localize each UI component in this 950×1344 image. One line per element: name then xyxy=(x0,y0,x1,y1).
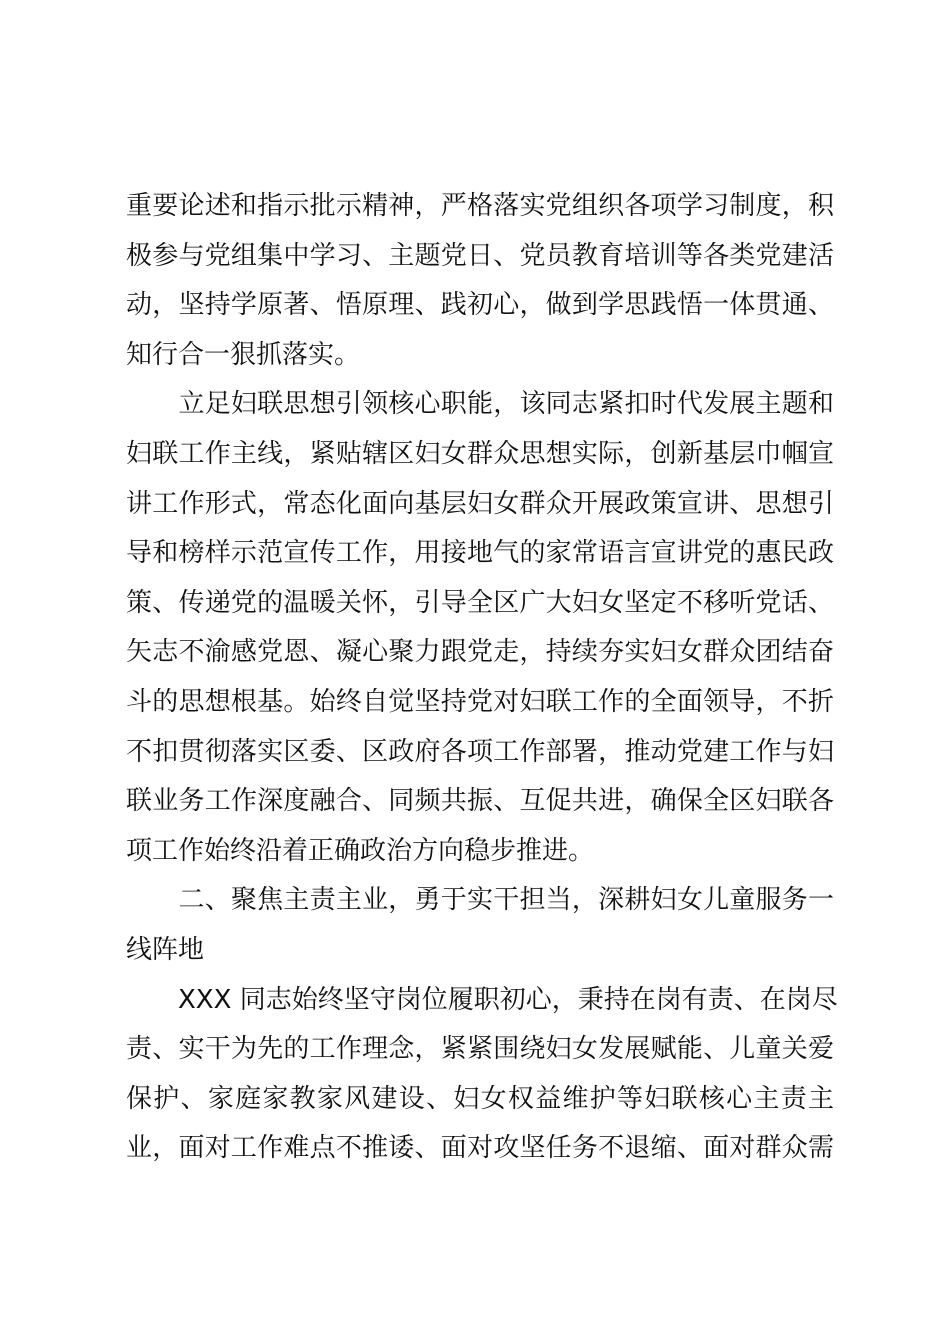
text-line: 斗的思想根基。始终自觉坚持党对妇联工作的全面领导，不折 xyxy=(126,686,834,717)
text-line: 责、实干为先的工作理念，紧紧围绕妇女发展赋能、儿童关爱 xyxy=(126,1034,834,1065)
text-line: 项工作始终沿着正确政治方向稳步推进。 xyxy=(126,835,595,866)
text-line: 动，坚持学原著、悟原理、践初心，做到学思践悟一体贯通、 xyxy=(126,290,834,321)
document-body xyxy=(126,182,838,1174)
text-line: 讲工作形式，常态化面向基层妇女群众开展政策宣讲、思想引 xyxy=(126,488,834,519)
text-line: 极参与党组集中学习、主题党日、党员教育培训等各类党建活 xyxy=(126,240,834,271)
section-heading-line: 二、聚焦主责主业，勇于实干担当，深耕妇女儿童服务一 xyxy=(126,885,834,916)
text-line: 业，面对工作难点不推诿、面对攻坚任务不退缩、面对群众需 xyxy=(126,1133,834,1164)
section-heading-line: 线阵地 xyxy=(126,934,205,965)
text-line: 不扣贯彻落实区委、区政府各项工作部署，推动党建工作与妇 xyxy=(126,736,834,767)
text-line: 策、传递党的温暖关怀，引导全区广大妇女坚定不移听党话、 xyxy=(126,587,834,618)
text-line: 妇联工作主线，紧贴辖区妇女群众思想实际，创新基层巾帼宣 xyxy=(126,438,834,469)
text-line: 联业务工作深度融合、同频共振、互促共进，确保全区妇联各 xyxy=(126,786,834,817)
text-line: 保护、家庭家教家风建设、妇女权益维护等妇联核心主责主 xyxy=(126,1083,834,1114)
text-line: 立足妇联思想引领核心职能，该同志紧扣时代发展主题和 xyxy=(126,389,834,420)
text-line: 矢志不渝感党恩、凝心聚力跟党走，持续夯实妇女群众团结奋 xyxy=(126,637,834,668)
text-line: XXX 同志始终坚守岗位履职初心，秉持在岗有责、在岗尽 xyxy=(126,984,838,1015)
text-line: 导和榜样示范宣传工作，用接地气的家常语言宣讲党的惠民政 xyxy=(126,538,834,569)
text-line: 知行合一狠抓落实。 xyxy=(126,339,361,370)
text-line: 重要论述和指示批示精神，严格落实党组织各项学习制度，积 xyxy=(126,191,834,221)
